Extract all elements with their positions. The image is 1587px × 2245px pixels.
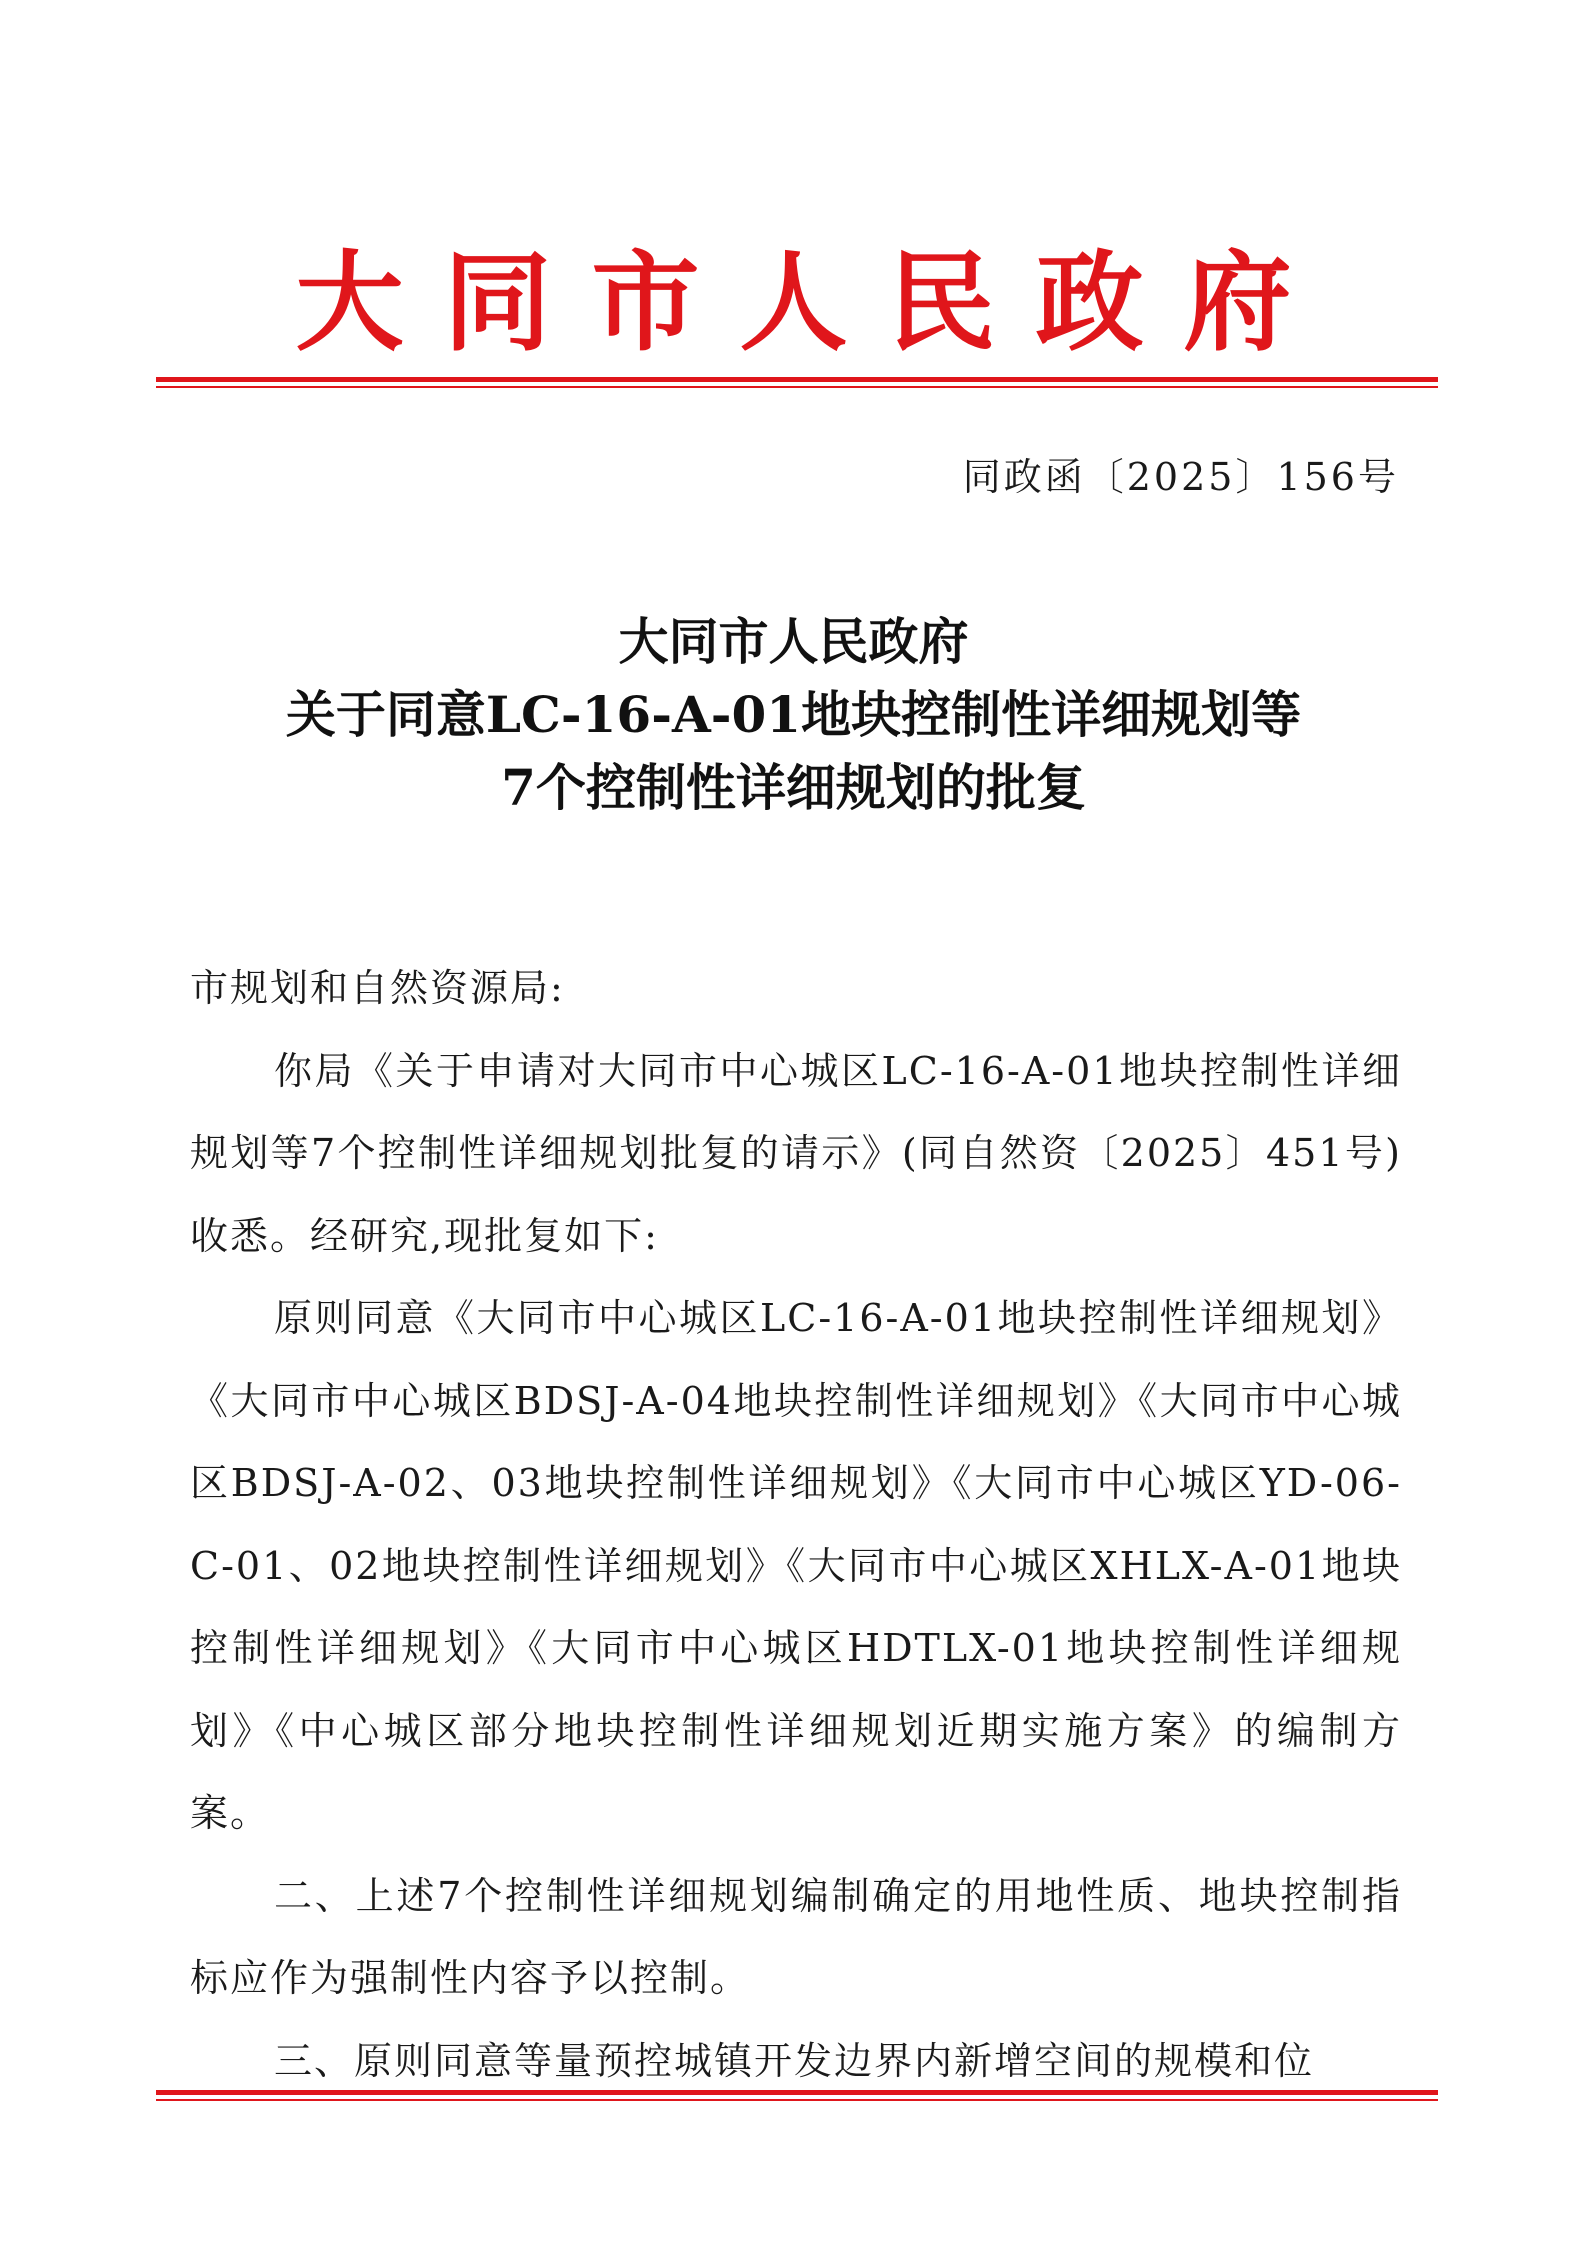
top-red-rule-thin bbox=[156, 386, 1438, 388]
document-number: 同政函〔2025〕156号 bbox=[962, 455, 1399, 499]
title-line-1: 大同市人民政府 bbox=[618, 612, 969, 671]
paragraph-2: 原则同意《大同市中心城区LC-16-A-01地块控制性详细规划》《大同市中心城区BDSJ-A-04地块控制性详细规划》《大同市中心城区BDSJ-A-02、03地块控制性详细规划》《大同市中心城区YD-06-C-01、02地块控制性详细规划》《大同市中心城区XHLX-A-01地块控制性详细规划》《大同市中心城区HDTLX-01地块控制性详细规划》《中心城区部分地块控制性详细规划近期实施方案》的编制方案。 bbox=[190, 1296, 1402, 1835]
title-line-3: 7个控制性详细规划的批复 bbox=[501, 758, 1086, 817]
bottom-red-rule-thick bbox=[156, 2090, 1438, 2095]
paragraph-1: 你局《关于申请对大同市中心城区LC-16-A-01地块控制性详细规划等7个控制性详细规划批复的请示》(同自然资〔2025〕451号)收悉。经研究,现批复如下: bbox=[190, 1048, 1402, 1258]
document-body bbox=[190, 947, 1402, 2102]
paragraph-3: 二、上述7个控制性详细规划编制确定的用地性质、地块控制指标应作为强制性内容予以控制。 bbox=[190, 1873, 1402, 2000]
bottom-red-rule-thin bbox=[156, 2099, 1438, 2101]
masthead-org-name: 大同市人民政府 bbox=[295, 240, 1332, 366]
title-line-2: 关于同意LC-16-A-01地块控制性详细规划等 bbox=[285, 685, 1302, 744]
top-red-rule-thick bbox=[156, 377, 1438, 382]
paragraph-4: 三、原则同意等量预控城镇开发边界内新增空间的规模和位 bbox=[274, 2038, 1315, 2083]
salutation: 市规划和自然资源局: bbox=[190, 966, 565, 1010]
document-title bbox=[0, 605, 1587, 824]
